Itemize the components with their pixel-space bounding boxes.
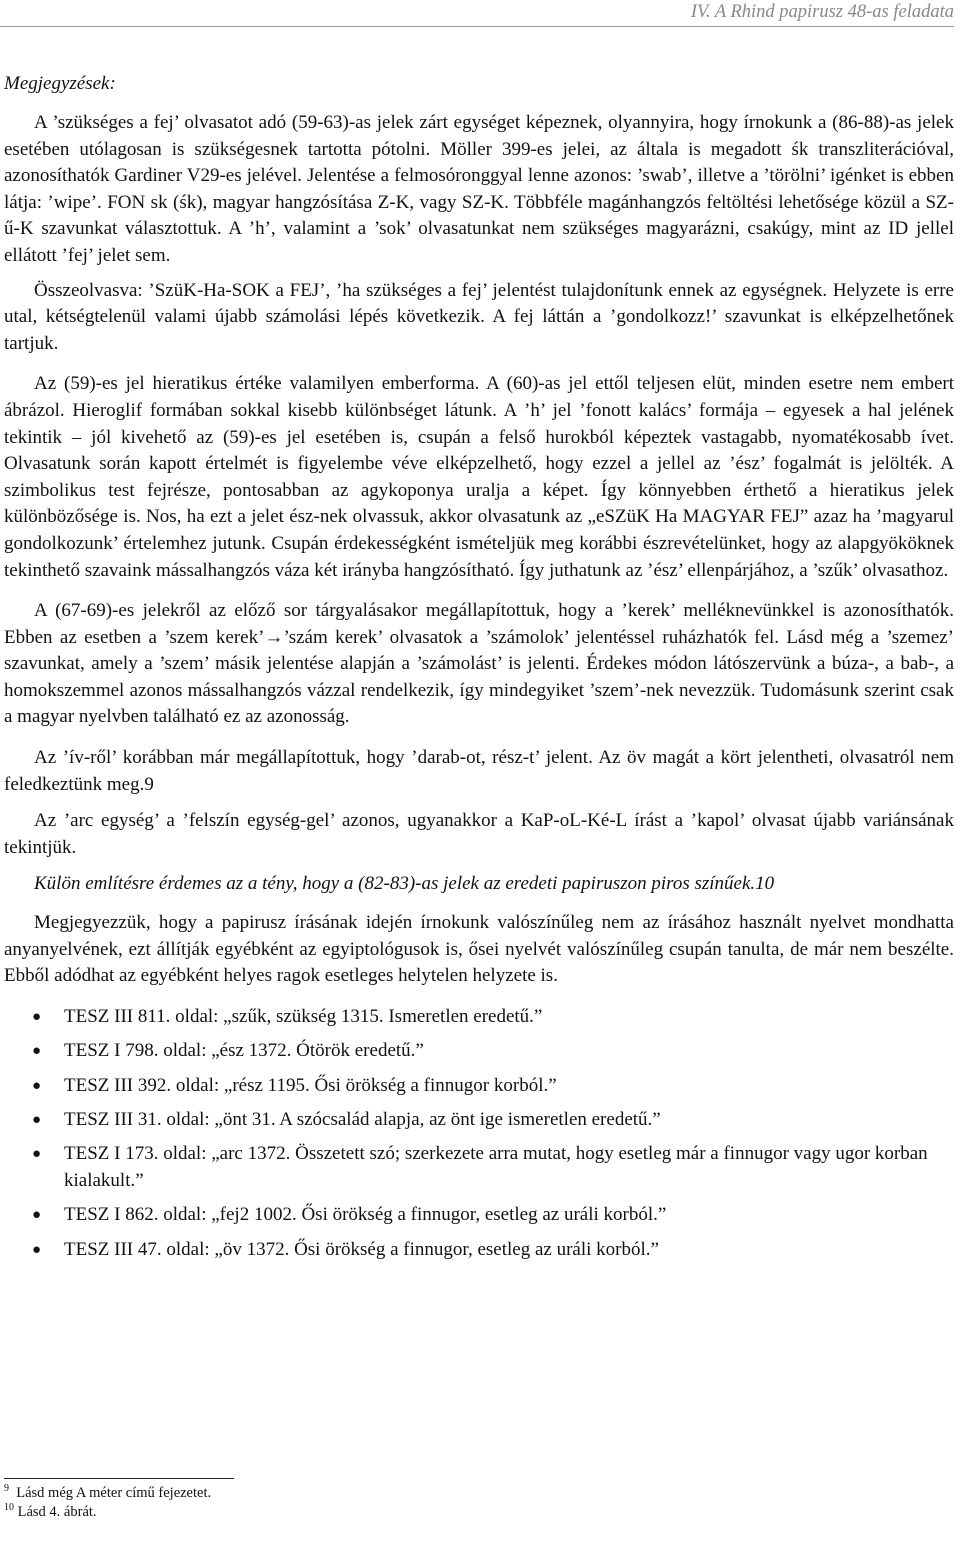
bullet-icon: ● — [32, 1241, 42, 1258]
footnote-number: 9 — [4, 1483, 9, 1495]
bullet-icon: ● — [32, 1207, 42, 1224]
footnote-text: Lásd még A méter című fejezetet. — [16, 1485, 212, 1501]
tesz-reference-list — [4, 1004, 954, 1264]
paragraph-2: Összeolvasva: ’SzüK-Ha-SOK a FEJ’, ’ha szükséges a fej’ jelentést tulajdonítunk ennek az egységnek. Helyzete is erre utal, kétségtelenül valami újabb számolási lépés következik. A fej láttán a ’gondolkozz!’ szavunkat is elképzelhetőnek tartjuk. — [4, 279, 954, 354]
list-item — [4, 1141, 954, 1194]
footnote-text: Lásd 4. ábrát. — [17, 1504, 97, 1520]
list-item — [4, 1004, 954, 1031]
list-item-text: TESZ III 31. oldal: „önt 31. A szócsalád alapja, az önt ige ismeretlen eredetű.” — [64, 1108, 661, 1130]
list-item-text: TESZ III 47. oldal: „öv 1372. Ősi örökség a finnugor, esetleg az uráli korból.” — [64, 1238, 659, 1260]
footnote-number: 10 — [4, 1502, 14, 1514]
list-item-text: TESZ III 392. oldal: „rész 1195. Ősi örökség a finnugor korból.” — [64, 1074, 557, 1096]
bullet-icon: ● — [32, 1008, 42, 1025]
list-item — [4, 1107, 954, 1134]
footnote-divider — [4, 1478, 234, 1479]
paragraph-7: Külön említésre érdemes az a tény, hogy a (82-83)-as jelek az eredeti papiruszon piros színűek.10 — [34, 873, 775, 895]
list-item-text: TESZ III 811. oldal: „szűk, szükség 1315. Ismeretlen eredetű.” — [64, 1005, 543, 1027]
paragraph-6: Az ’arc egység’ a ’felszín egység-gel’ azonos, ugyanakkor a KaP-oL-Ké-L írást a ’kapol’ olvasat újabb variánsának tekintjük. — [4, 810, 954, 858]
page-body — [4, 72, 954, 1271]
footnote-9 — [4, 1484, 404, 1503]
list-item — [4, 1073, 954, 1100]
header-title: IV. A Rhind papirusz 48-as feladata — [690, 2, 954, 22]
running-header — [0, 0, 954, 27]
paragraph-1: A ’szükséges a fej’ olvasatot adó (59-63)-as jelek zárt egységet képeznek, olyannyira, hogy írnokunk a (86-88)-as jelek esetében utólagosan is szükségesnek tartotta pótolni. Möller 399-es jelei, az általa is megadott śk transzliterációval, azonosíthatók Gardiner V29-es jelével. Jelentése a felmosóronggyal lenne azonos: ’swab’, illetve a ’törölni’ igénket is ebben látja: ’wipe’. FON sk (śk), magyar hangzósítása Z-K, vagy SZ-K. Többféle magánhangzós feltöltési lehetősége közül a SZ-ű-K szavunkat választottuk. A ’h’, valamint a ’sok’ olvasatunkat nem szükséges magyarázni, csakúgy, mint az ID jellel ellátott ’fej’ jelet sem. — [4, 112, 954, 266]
paragraph-5: Az ’ív-ről’ korábban már megállapítottuk, hogy ’darab-ot, rész-t’ jelent. Az öv magát a kört jelentheti, olvasatról nem feledkeztünk meg.9 — [4, 747, 954, 795]
footnotes — [4, 1484, 404, 1522]
list-item-text: TESZ I 798. oldal: „ész 1372. Ótörök eredetű.” — [64, 1040, 424, 1062]
list-item-text: TESZ I 173. oldal: „arc 1372. Összetett szó; szerkezete arra mutat, hogy esetleg már a finnugor vagy ugor korban kialakult.” — [64, 1143, 928, 1191]
bullet-icon: ● — [32, 1146, 42, 1163]
list-item — [4, 1237, 954, 1264]
bullet-icon: ● — [32, 1043, 42, 1060]
bullet-icon: ● — [32, 1077, 42, 1094]
footnote-10 — [4, 1503, 404, 1522]
paragraph-3: Az (59)-es jel hieratikus értéke valamilyen emberforma. A (60)-as jel ettől teljesen elüt, minden esetre nem embert ábrázol. Hieroglif formában sokkal kisebb különbséget látunk. A ’h’ jel ’fonott kalács’ formája – egyesek a hal jelének tekintik – jól kivehető az (59)-es jel esetében is, csupán a felső hurokból képeztek vastagabb, nyomatékosabb ívet. Olvasatunk során kapott értelmét is figyelembe véve elképzelhető, hogy ezzel a jellel az ’ész’ fogalmát is jelölték. A szimbolikus test fejrésze, pontosabban az agykoponya uralja a képet. Így könnyebben érthető a hieratikus jelek különbözősége is. Nos, ha ezt a jelet ész-nek olvassuk, akkor olvasatunk az „eSZüK Ha MAGYAR FEJ” azaz ha ’magyarul gondolkozunk’ értelemhez jutunk. Csupán érdekességként ismételjük meg korábbi észrevételünket, hogy az alapgyököknek tekinthető szavaink mássalhangzós váza két irányba hangzósítható. Így juthatunk az ’ész’ ellenpárjához, a ’szűk’ olvasathoz. — [4, 373, 954, 581]
paragraph-4: A (67-69)-es jelekről az előző sor tárgyalásakor megállapítottuk, hogy a ’kerek’ melléknevünkkel is azonosíthatók. Ebben az esetben a ’szem kerek’→’szám kerek’ olvasatok a ’számolok’ jelentéssel ruházhatók fel. Lásd még a ’szemez’ szavunkat, amely a ’szem’ másik jelentése alapján a ’számolást’ is jelenti. Érdekes módon látószervünk a búza-, a bab-, a homokszemmel azonos mássalhangzós vázzal rendelkezik, így mindegyiket ’szem’-nek nevezzük. Tudomásunk szerint csak a magyar nyelvben található ez az azonosság. — [4, 600, 954, 728]
paragraph-8: Megjegyezzük, hogy a papirusz írásának idején írnokunk valószínűleg nem az írásához használt nyelvet mondhatta anyanyelvének, ezt állítják egyébként az egyiptológusok is, ősei nyelvét valószínűleg csupán tanulta, de már nem beszélte. Ebből adódhat az egyébként helyes ragok esetleges helytelen helyzete is. — [4, 912, 954, 987]
list-item-text: TESZ I 862. oldal: „fej2 1002. Ősi örökség a finnugor, esetleg az uráli korból.” — [64, 1204, 667, 1226]
bullet-icon: ● — [32, 1111, 42, 1128]
list-item — [4, 1202, 954, 1229]
list-item — [4, 1038, 954, 1065]
notes-title: Megjegyzések: — [4, 73, 116, 94]
